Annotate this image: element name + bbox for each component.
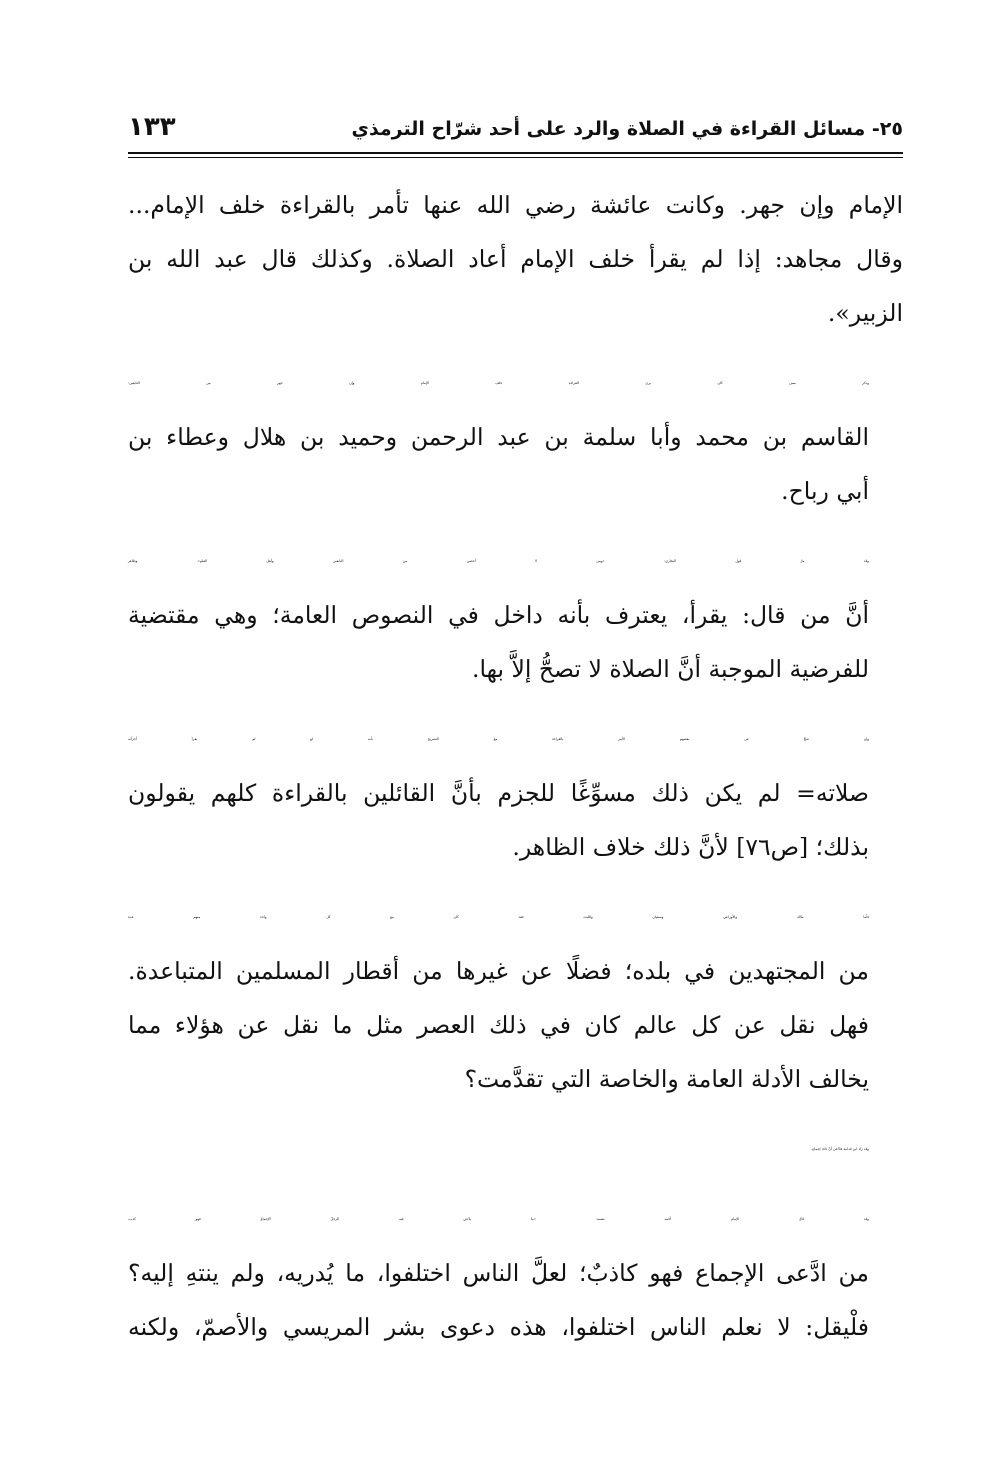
text-line: القاسم بن محمد وأبا سلمة بن عبد الرحمن وحميد بن هلال وعطاء بن	[128, 423, 869, 451]
text-line: للفرضية الموجبة أنَّ الصلاة لا تصحُّ إلاَّ بها.	[472, 655, 869, 683]
text-line: فأما مالك والأوزاعي وسفيان والليث فقد كان مع كل واحد منهم عدة	[128, 915, 869, 919]
paragraph-5	[128, 890, 903, 1106]
header-rule	[128, 152, 903, 154]
paragraph-4	[128, 712, 903, 874]
text-line: الزبير».	[827, 299, 903, 327]
text-line: بذلك؛ [ص٧٦] لأنَّ ذلك خلاف الظاهر.	[512, 833, 869, 861]
header-rule-thin	[128, 157, 903, 158]
text-line: من المجتهدين في بلده؛ فضلًا عن غيرها من أقطار المسلمين المتباعدة.	[128, 957, 869, 985]
running-header	[128, 112, 903, 152]
paragraph-7	[128, 1192, 903, 1354]
text-line: وقال مجاهد: إذا لم يقرأ خلف الإمام أعاد الصلاة. وكذلك قال عبد الله بن	[128, 245, 903, 273]
text-line: من ادَّعى الإجماع فهو كاذبٌ؛ لعلَّ الناس اختلفوا، ما يُدريه، ولم ينتهِ إليه؟	[128, 1259, 869, 1287]
text-line: وقد قال الإمام أحمد نفسه: «ما يدَّعي فيه الرجلُ الإجماعَ فهو كذب،	[128, 1217, 869, 1221]
body-text	[128, 178, 903, 1370]
text-line: صلاته= لم يكن ذلك مسوِّغًا للجزم بأنَّ القائلين بالقراءة كلهم يقولون	[128, 779, 869, 807]
page-number: ١٣٣	[128, 112, 176, 142]
text-line: وإن صحَّ عن بعضهم الأمر بالقراءة مع التصريح بأنه لو لم يقرأ أجزأته	[128, 737, 869, 741]
paragraph-2	[128, 356, 903, 518]
paragraph-3	[128, 534, 903, 696]
paragraph-6	[128, 1122, 903, 1176]
text-line: أنَّ من قال: يقرأ، يعترف بأنه داخل في النصوص العامة؛ وهي مقتضية	[128, 601, 869, 629]
text-line: يخالف الأدلة العامة والخاصة التي تقدَّمت؟	[464, 1065, 869, 1093]
text-line: وقد زاد ابن قدامة فادَّعى أنَّ ذلك إجماع.	[811, 1147, 869, 1151]
text-line: وقد مرَّ قول البخاري: «ومن لا أحصي من التابعين وأهل العلم». وظاهر	[128, 559, 869, 563]
text-line: وذكر ممن كان يرى القراءة خلف الإمام وإن جهر من التابعين:	[128, 381, 869, 385]
text-line: أبي رباح.	[781, 477, 869, 505]
text-line: الإمام وإن جهر. وكانت عائشة رضي الله عنها تأمر بالقراءة خلف الإمام...	[128, 191, 903, 219]
text-line: فهل نقل عن كل عالم كان في ذلك العصر مثل ما نقل عن هؤلاء مما	[128, 1011, 869, 1039]
text-line: فلْيقل: لا نعلم الناس اختلفوا، هذه دعوى بشر المريسي والأصمّ، ولكنه	[128, 1313, 869, 1341]
chapter-title: ٢٥- مسائل القراءة في الصلاة والرد على أحد شرّاح الترمذي	[351, 118, 903, 140]
paragraph-1	[128, 178, 903, 340]
